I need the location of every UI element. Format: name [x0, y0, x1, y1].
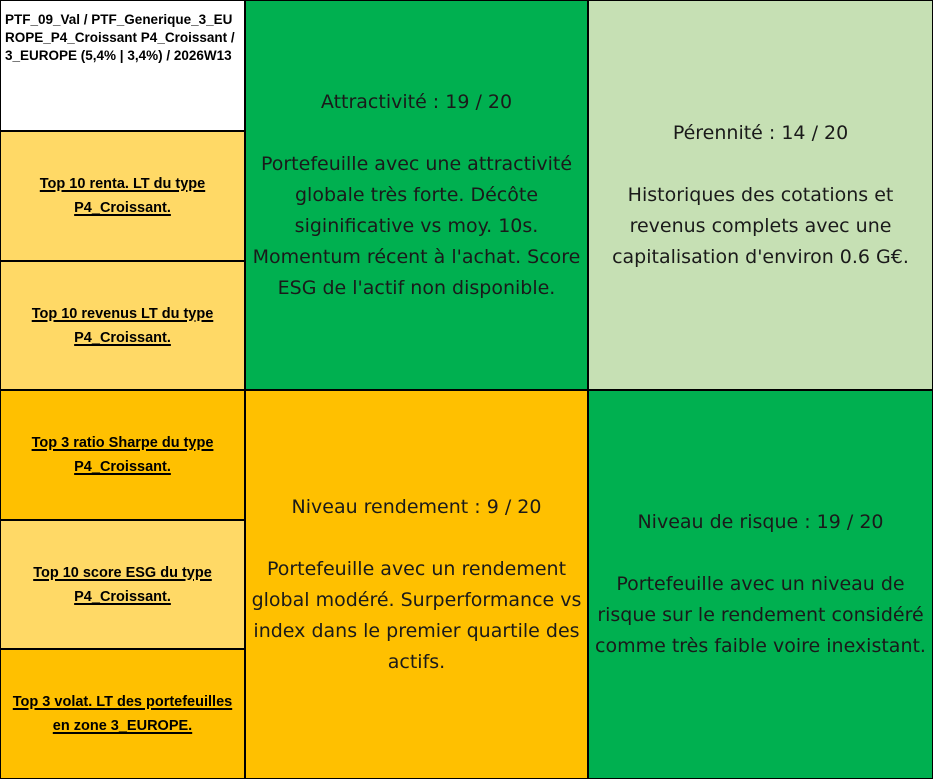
rendement-body: Portefeuille avec un rendement global modéré. Surperformance vs index dans le premier quartile des actifs. [251, 557, 582, 673]
panel-attractivite [245, 0, 588, 390]
link-top10-revenus[interactable] [0, 261, 245, 390]
link-top3-sharpe[interactable] [0, 390, 245, 520]
link-top3-sharpe-label[interactable]: Top 3 ratio Sharpe du type P4_Croissant. [31, 435, 214, 475]
risque-body: Portefeuille avec un niveau de risque sur le rendement considéré comme très faible voire inexistant. [595, 573, 926, 657]
link-top10-renta[interactable] [0, 131, 245, 261]
panel-rendement [245, 390, 588, 779]
panel-risque [588, 390, 933, 779]
portfolio-header [0, 0, 245, 131]
portfolio-header-text: PTF_09_Val / PTF_Generique_3_EUROPE_P4_Croissant P4_Croissant / 3_EUROPE (5,4% | 3,4%) / 2026W13 [5, 12, 235, 63]
rendement-title: Niveau rendement : 9 / 20 [291, 495, 542, 518]
risque-title: Niveau de risque : 19 / 20 [637, 511, 884, 533]
link-top10-esg[interactable] [0, 520, 245, 649]
link-top3-volat[interactable] [0, 649, 245, 779]
link-top10-revenus-label[interactable]: Top 10 revenus LT du type P4_Croissant. [31, 305, 214, 346]
perennite-title: Pérennité : 14 / 20 [672, 121, 849, 144]
link-top3-volat-label[interactable]: Top 3 volat. LT des portefeuilles en zone 3_EUROPE. [12, 694, 233, 734]
attractivite-body: Portefeuille avec une attractivité globale très forte. Décôte siginificative vs moy. 10s. Momentum récent à l'achat. Score ESG de l'actif non disponible. [252, 152, 581, 299]
attractivite-title: Attractivité : 19 / 20 [320, 90, 513, 113]
link-top10-renta-label[interactable]: Top 10 renta. LT du type P4_Croissant. [39, 176, 206, 216]
perennite-body: Historiques des cotations et revenus complets avec une capitalisation d'environ 0.6 G€. [612, 183, 909, 268]
panel-perennite [588, 0, 933, 390]
link-top10-esg-label[interactable]: Top 10 score ESG du type P4_Croissant. [33, 564, 212, 605]
